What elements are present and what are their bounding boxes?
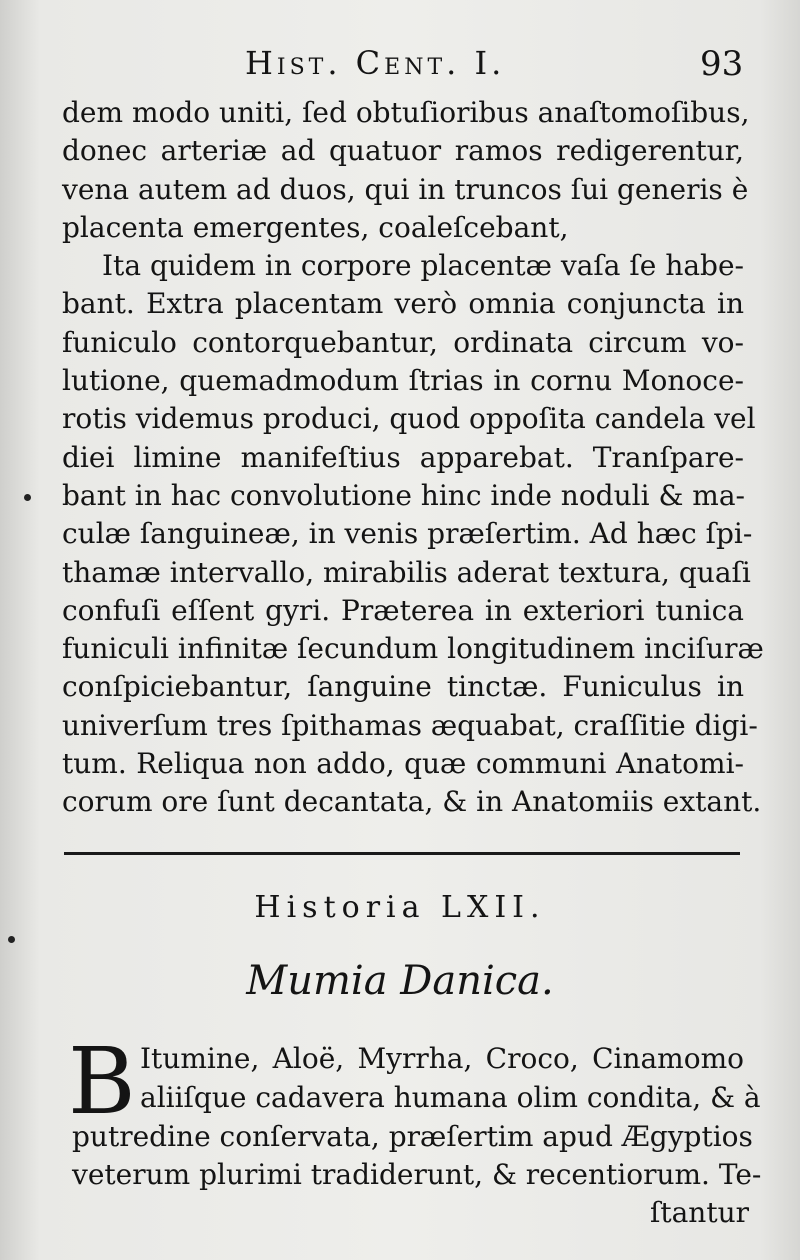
- section-subtitle: Mumia Danica.: [246, 958, 554, 1004]
- body-text: [62, 94, 764, 822]
- catchword: ſtantur: [650, 1196, 750, 1229]
- text-line: funiculo contorquebantur, ordinata circum vo-: [62, 325, 744, 359]
- ink-speck: [8, 936, 15, 943]
- text-line: univerſum tres ſpithamas æquabat, craſſitie digi-: [62, 708, 758, 742]
- drop-cap: B: [68, 1028, 136, 1135]
- text-line: dem modo uniti, ſed obtuſioribus anaſtomoſibus,: [62, 96, 750, 129]
- section-heading: Historia LXII.: [254, 890, 546, 925]
- text-line: thamæ intervallo, mirabilis aderat textura, quaſi: [62, 555, 751, 589]
- section-text: [72, 1040, 762, 1195]
- text-line: rotis videmus produci, quod oppoſita candela vel: [62, 402, 756, 436]
- text-line: lutione, quemadmodum ſtrias in cornu Monoce-: [62, 364, 744, 398]
- running-head: [0, 44, 800, 88]
- text-line: aliiſque cadavera humana olim condita, & à: [140, 1080, 761, 1114]
- page-number: 93: [700, 44, 744, 84]
- text-line: confuſi eſſent gyri. Præterea in exteriori tunica: [62, 593, 744, 627]
- text-line: Itumine, Aloë, Myrrha, Croco, Cinamomo: [140, 1042, 744, 1075]
- text-line: bant in hac convolutione hinc inde noduli & ma-: [62, 478, 745, 512]
- ink-speck: [24, 494, 31, 501]
- text-line: veterum plurimi tradiderunt, & recentiorum. Te-: [72, 1158, 762, 1192]
- text-line: funiculi infinitæ ſecundum longitudinem inciſuræ: [62, 632, 764, 666]
- text-line: bant. Extra placentam verò omnia conjuncta in: [62, 287, 744, 321]
- text-line: tum. Reliqua non addo, quæ communi Anatomi-: [62, 747, 744, 781]
- text-line: Ita quidem in corpore placentæ vaſa ſe habe-: [102, 249, 744, 283]
- text-line: corum ore ſunt decantata, & in Anatomiis extant.: [62, 785, 762, 819]
- section-divider: [64, 852, 740, 855]
- text-line: putredine conſervata, præſertim apud Ægyptios: [72, 1119, 753, 1153]
- text-line: placenta emergentes, coaleſcebant,: [62, 210, 569, 244]
- text-line: conſpiciebantur, ſanguine tinctæ. Funiculus in: [62, 670, 744, 704]
- text-line: culæ ſanguineæ, in venis præſertim. Ad hæc ſpi-: [62, 517, 753, 551]
- running-title: Hist. Cent. I.: [245, 44, 506, 82]
- text-line: diei limine manifeſtius apparebat. Tranſpare-: [62, 440, 744, 474]
- text-line: donec arteriæ ad quatuor ramos redigerentur,: [62, 134, 744, 168]
- text-line: vena autem ad duos, qui in truncos ſui generis è: [62, 172, 749, 206]
